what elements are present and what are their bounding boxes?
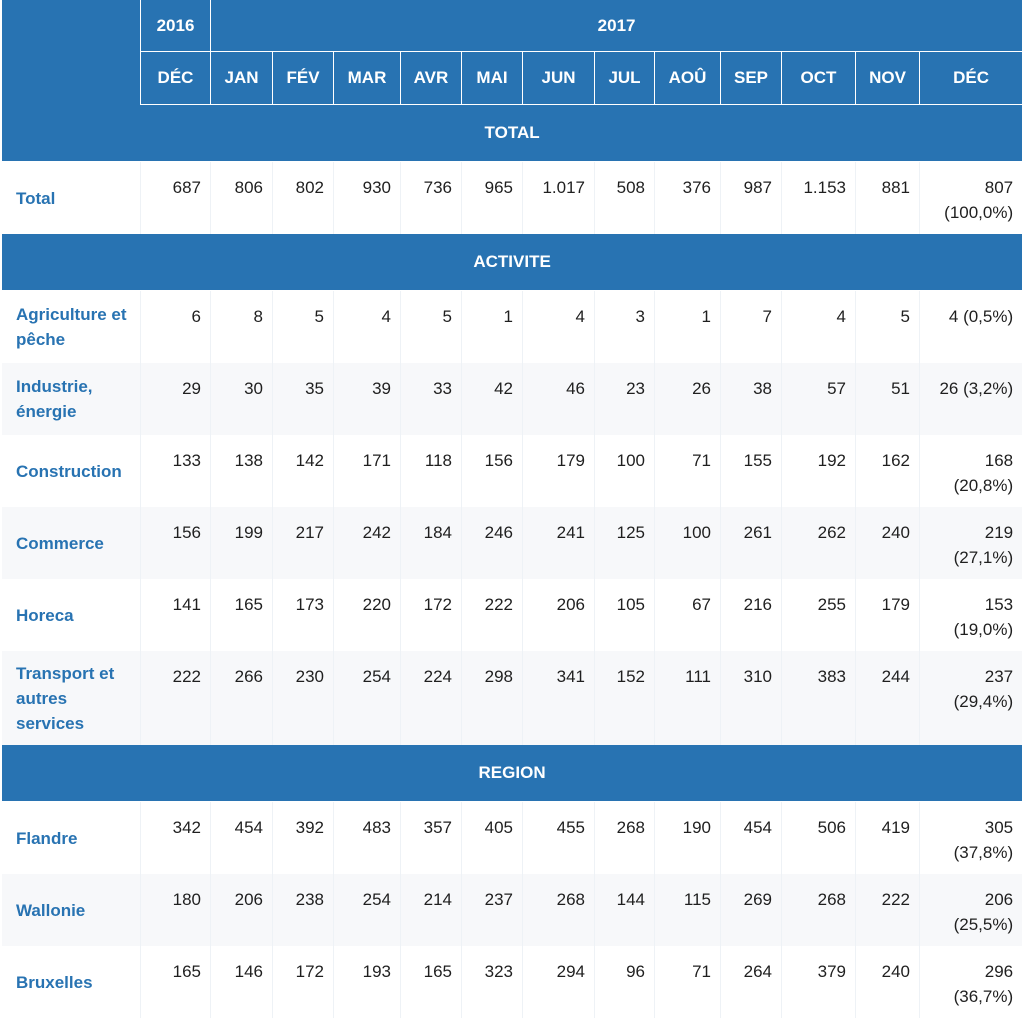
- table-cell: 506: [782, 802, 856, 874]
- table-cell: 155: [721, 435, 782, 507]
- table-cell: 179: [856, 579, 920, 651]
- table-cell: 305 (37,8%): [953, 818, 1014, 862]
- table-cell: 71: [655, 435, 721, 507]
- table-cell: 4 (0,5%): [948, 307, 1014, 326]
- table-cell: 172: [273, 946, 334, 1018]
- table-cell: 71: [655, 946, 721, 1018]
- table-cell: 165: [211, 579, 273, 651]
- row-label: Wallonie: [2, 874, 141, 946]
- table-cell: 190: [655, 802, 721, 874]
- table-cell: 219 (27,1%): [920, 507, 1022, 579]
- table-cell: 268: [523, 874, 595, 946]
- table-cell: 483: [334, 802, 401, 874]
- table-cell: 508: [595, 162, 655, 234]
- section-header-row: [2, 234, 1022, 291]
- row-label: Flandre: [2, 802, 141, 874]
- table-cell: 216: [721, 579, 782, 651]
- table-cell: 173: [273, 579, 334, 651]
- statistics-table: [2, 0, 1022, 1018]
- table-cell: 240: [856, 507, 920, 579]
- table-cell: 220: [334, 579, 401, 651]
- table-cell: 254: [334, 874, 401, 946]
- table-cell: 206 (25,5%): [920, 874, 1022, 946]
- table-cell: 266: [211, 651, 273, 745]
- month-header: OCT: [782, 52, 856, 105]
- table-cell: 264: [721, 946, 782, 1018]
- table-cell: 100: [595, 435, 655, 507]
- table-cell: 230: [273, 651, 334, 745]
- table-cell: 419: [856, 802, 920, 874]
- table-cell: 111: [655, 651, 721, 745]
- table-cell: 246: [462, 507, 523, 579]
- table-row: [2, 507, 1022, 579]
- table-row: [2, 291, 1022, 363]
- table-cell: 1.017: [523, 162, 595, 234]
- row-label: Construction: [2, 435, 141, 507]
- table-cell: 152: [595, 651, 655, 745]
- table-cell: 206: [523, 579, 595, 651]
- table-cell: 881: [856, 162, 920, 234]
- table-cell: 255: [782, 579, 856, 651]
- table-cell: 222: [856, 874, 920, 946]
- month-header: JAN: [211, 52, 273, 105]
- row-label: Transport et autres services: [2, 651, 141, 745]
- table-row: [2, 162, 1022, 234]
- table-cell: 141: [141, 579, 211, 651]
- table-cell: 224: [401, 651, 462, 745]
- table-cell: 802: [273, 162, 334, 234]
- table-cell: 5: [273, 291, 334, 363]
- month-header: JUL: [595, 52, 655, 105]
- table-cell: 244: [856, 651, 920, 745]
- table-cell: 268: [782, 874, 856, 946]
- table-cell: 357: [401, 802, 462, 874]
- table-cell: 156: [462, 435, 523, 507]
- table-cell: 392: [273, 802, 334, 874]
- table-cell: 179: [523, 435, 595, 507]
- table-cell: 133: [141, 435, 211, 507]
- table-cell: 125: [595, 507, 655, 579]
- month-header: NOV: [856, 52, 920, 105]
- table-cell: 217: [273, 507, 334, 579]
- table-cell: 242: [334, 507, 401, 579]
- table-cell: 30: [211, 363, 273, 435]
- row-label: Bruxelles: [2, 946, 141, 1018]
- table-cell: 342: [141, 802, 211, 874]
- table-cell: 26: [655, 363, 721, 435]
- month-header: FÉV: [273, 52, 334, 105]
- table-cell: 180: [141, 874, 211, 946]
- table-cell: 57: [782, 363, 856, 435]
- table-cell: 687: [141, 162, 211, 234]
- month-header: SEP: [721, 52, 782, 105]
- table-cell: 171: [334, 435, 401, 507]
- section-header-row: [2, 745, 1022, 802]
- table-cell: 4: [523, 291, 595, 363]
- table-header: [2, 0, 1022, 105]
- table-cell: 193: [334, 946, 401, 1018]
- table-cell: 806: [211, 162, 273, 234]
- table-cell: 172: [401, 579, 462, 651]
- table-cell: 454: [721, 802, 782, 874]
- table-cell: 156: [141, 507, 211, 579]
- table-cell: 146: [211, 946, 273, 1018]
- table-cell: 736: [401, 162, 462, 234]
- month-header: AOÛ: [655, 52, 721, 105]
- table-cell: 7: [721, 291, 782, 363]
- table-cell: 118: [401, 435, 462, 507]
- table-cell: 165: [401, 946, 462, 1018]
- table-row: [2, 435, 1022, 507]
- table-cell: 240: [856, 946, 920, 1018]
- table-cell: 379: [782, 946, 856, 1018]
- table-cell: 38: [721, 363, 782, 435]
- year-2017-header: 2017: [211, 0, 1022, 52]
- table-cell: 3: [595, 291, 655, 363]
- table-cell: 310: [721, 651, 782, 745]
- table-cell: 807 (100,0%): [944, 178, 1014, 222]
- table-cell: 254: [334, 651, 401, 745]
- table-cell: 184: [401, 507, 462, 579]
- row-label: Agriculture et pêche: [2, 291, 141, 363]
- table-cell: 144: [595, 874, 655, 946]
- row-label: Commerce: [2, 507, 141, 579]
- table-body: [2, 105, 1022, 1018]
- table-cell: 138: [211, 435, 273, 507]
- table-cell: 237 (29,4%): [920, 651, 1022, 745]
- table-cell: 23: [595, 363, 655, 435]
- table-cell: 1: [462, 291, 523, 363]
- table-cell: 965: [462, 162, 523, 234]
- table-row: [2, 802, 1022, 874]
- table-cell: 165: [141, 946, 211, 1018]
- table-row: [2, 579, 1022, 651]
- table-cell: 262: [782, 507, 856, 579]
- table-cell: 214: [401, 874, 462, 946]
- table-cell: 376: [655, 162, 721, 234]
- table-cell: 4: [782, 291, 856, 363]
- row-label: Total: [2, 162, 141, 234]
- table-cell: 42: [462, 363, 523, 435]
- table-cell: 67: [655, 579, 721, 651]
- table-cell: 454: [211, 802, 273, 874]
- table-cell: 1.153: [782, 162, 856, 234]
- table-cell: 455: [523, 802, 595, 874]
- table-cell: 383: [782, 651, 856, 745]
- table-cell: 105: [595, 579, 655, 651]
- table-cell: 222: [141, 651, 211, 745]
- table-cell: 199: [211, 507, 273, 579]
- table-cell: 115: [655, 874, 721, 946]
- row-label: Industrie, énergie: [2, 363, 141, 435]
- month-header: MAR: [334, 52, 401, 105]
- table-cell: 206: [211, 874, 273, 946]
- table-cell: 1: [655, 291, 721, 363]
- table-cell: 298: [462, 651, 523, 745]
- table-cell: 39: [334, 363, 401, 435]
- table-cell: 341: [523, 651, 595, 745]
- month-header: DÉC: [141, 52, 211, 105]
- month-header: DÉC: [920, 52, 1022, 105]
- table-cell: 100: [655, 507, 721, 579]
- table-cell: 323: [462, 946, 523, 1018]
- table-cell: 4: [334, 291, 401, 363]
- table-cell: 162: [856, 435, 920, 507]
- table-cell: 96: [595, 946, 655, 1018]
- month-header: MAI: [462, 52, 523, 105]
- row-label: Horeca: [2, 579, 141, 651]
- section-title: ACTIVITE: [2, 234, 1022, 291]
- table-row: [2, 363, 1022, 435]
- table-cell: 26 (3,2%): [920, 363, 1022, 435]
- table-cell: 296 (36,7%): [953, 962, 1014, 1006]
- table-cell: 238: [273, 874, 334, 946]
- table-cell: 51: [856, 363, 920, 435]
- table-cell: 268: [595, 802, 655, 874]
- table-cell: 222: [462, 579, 523, 651]
- table-cell: 35: [273, 363, 334, 435]
- section-title: REGION: [2, 745, 1022, 802]
- table-cell: 261: [721, 507, 782, 579]
- table-cell: 237: [462, 874, 523, 946]
- section-header-row: [2, 105, 1022, 162]
- header-corner: [2, 0, 141, 105]
- table-cell: 294: [523, 946, 595, 1018]
- table-cell: 930: [334, 162, 401, 234]
- table-cell: 5: [401, 291, 462, 363]
- month-header: AVR: [401, 52, 462, 105]
- table-cell: 153 (19,0%): [953, 595, 1014, 639]
- table-cell: 5: [856, 291, 920, 363]
- table-row: [2, 946, 1022, 1018]
- table-cell: 46: [523, 363, 595, 435]
- table-cell: 192: [782, 435, 856, 507]
- table-row: [2, 651, 1022, 745]
- table-cell: 241: [523, 507, 595, 579]
- table-cell: 6: [141, 291, 211, 363]
- table-row: [2, 874, 1022, 946]
- table-cell: 168 (20,8%): [953, 451, 1014, 495]
- table-cell: 29: [141, 363, 211, 435]
- month-header: JUN: [523, 52, 595, 105]
- table-cell: 405: [462, 802, 523, 874]
- table-cell: 33: [401, 363, 462, 435]
- section-title: TOTAL: [2, 105, 1022, 162]
- table-cell: 8: [211, 291, 273, 363]
- table-cell: 269: [721, 874, 782, 946]
- year-2016-header: 2016: [141, 0, 211, 52]
- table-cell: 142: [273, 435, 334, 507]
- table-cell: 987: [721, 162, 782, 234]
